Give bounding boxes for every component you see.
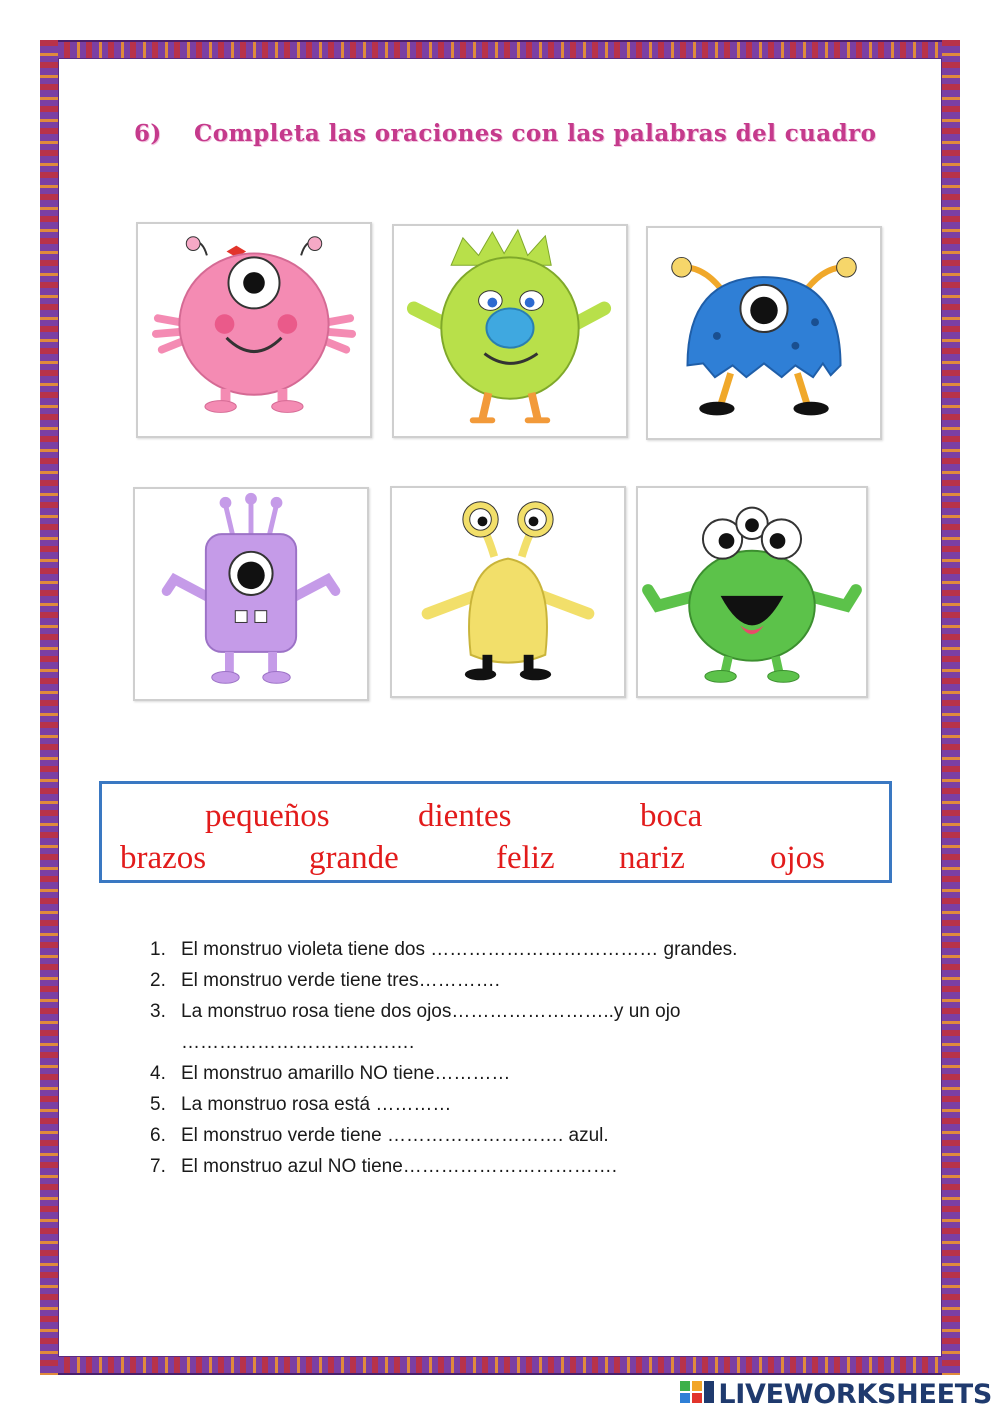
monster-card-green xyxy=(636,486,868,698)
word-bank-item: brazos xyxy=(120,840,207,876)
brand-name: LIVEWORKSHEETS xyxy=(718,1378,992,1410)
sentence-number: 4. xyxy=(150,1063,166,1084)
sentence-text: El monstruo azul NO tiene……………………………. xyxy=(181,1156,618,1177)
sentence-number: 6. xyxy=(150,1125,166,1146)
green-monster-image xyxy=(638,488,866,696)
sentence-text: El monstruo verde tiene tres…………. xyxy=(181,970,500,991)
exercise-number: 6) xyxy=(134,120,162,147)
word-bank-item: dientes xyxy=(418,798,512,834)
pink-monster-image xyxy=(138,224,370,436)
monster-card-violet xyxy=(133,487,369,701)
sentence-number: 5. xyxy=(150,1094,166,1115)
yellow-monster-image xyxy=(392,488,624,696)
monster-card-yellow xyxy=(390,486,626,698)
word-bank-item: boca xyxy=(640,798,703,834)
sentence-number: 1. xyxy=(150,939,166,960)
word-bank-item: nariz xyxy=(619,840,685,876)
word-bank-item: ojos xyxy=(770,840,826,876)
word-bank-item: feliz xyxy=(496,840,555,876)
sentence-number: 2. xyxy=(150,970,166,991)
word-bank-item: pequeños xyxy=(205,798,330,834)
liveworksheets-icon xyxy=(680,1379,714,1409)
sentence-item xyxy=(150,934,910,965)
sentence-text: El monstruo verde tiene ………………………. azul. xyxy=(181,1125,609,1146)
sentence-number: 7. xyxy=(150,1156,166,1177)
sentence-number: 3. xyxy=(150,1001,166,1022)
monster-card-blue xyxy=(646,226,882,440)
word-bank-item: grande xyxy=(309,840,399,876)
word-bank-box xyxy=(99,781,892,883)
sentence-item xyxy=(150,996,910,1027)
sentence-item xyxy=(150,965,910,996)
sentence-item xyxy=(150,1089,910,1120)
sentence-text: El monstruo violeta tiene dos ……………………………… grandes. xyxy=(181,939,738,960)
monster-card-pink xyxy=(136,222,372,438)
liveworksheets-logo[interactable] xyxy=(680,1376,992,1412)
sentence-text: El monstruo amarillo NO tiene………… xyxy=(181,1063,511,1084)
sentence-text: La monstruo rosa está ………… xyxy=(181,1094,452,1115)
sentence-text: La monstruo rosa tiene dos ojos……………………..y un ojo xyxy=(181,1001,681,1022)
sentence-item xyxy=(150,1058,910,1089)
sentence-continuation: ………………………………. xyxy=(181,1032,415,1053)
lime-monster-image xyxy=(394,226,626,436)
sentence-item xyxy=(150,1120,910,1151)
violet-monster-image xyxy=(135,489,367,699)
blue-monster-image xyxy=(648,228,880,438)
sentence-item xyxy=(150,1151,910,1182)
exercise-title xyxy=(134,120,894,147)
sentence-list xyxy=(150,934,910,1182)
exercise-instruction: Completa las oraciones con las palabras del cuadro xyxy=(194,120,877,147)
monster-card-lime xyxy=(392,224,628,438)
